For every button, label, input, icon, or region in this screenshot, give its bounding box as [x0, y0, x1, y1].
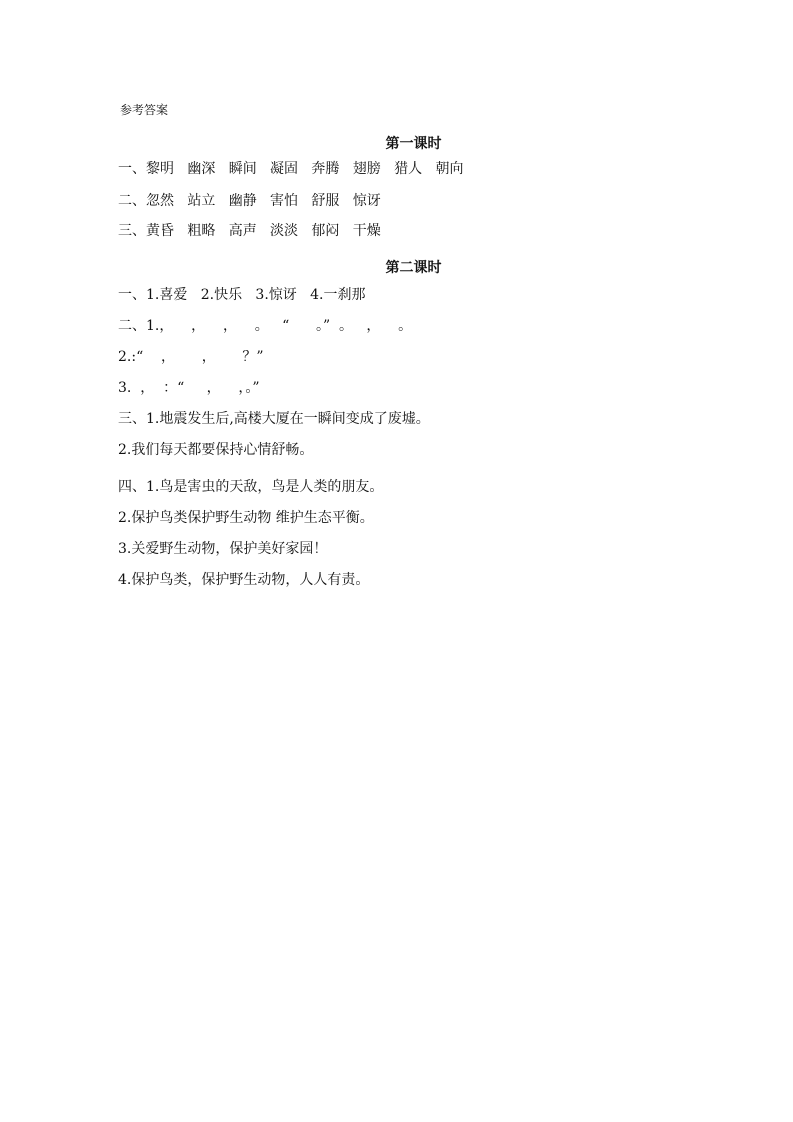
lesson-2-answer-line-2: 二、1.， ， ， 。 “ 。” 。 ， 。: [118, 318, 413, 334]
lesson-1-answer-line-3: 三、黄昏 粗略 高声 淡淡 郁闷 干燥: [118, 223, 381, 239]
lesson-2-answer-line-3: 2.:“ ， ， ？”: [118, 349, 264, 365]
lesson-2-answer-line-5: 三、1.地震发生后,高楼大厦在一瞬间变成了废墟。: [118, 411, 430, 427]
lesson-1-title: 第一课时: [385, 136, 442, 152]
lesson-2-answer-line-7: 四、1.鸟是害虫的天敌，鸟是人类的朋友。: [118, 479, 384, 495]
lesson-1-answer-line-1: 一、黎明 幽深 瞬间 凝固 奔腾 翅膀 猎人 朝向: [118, 161, 464, 177]
lesson-2-answer-line-10: 4.保护鸟类，保护野生动物，人人有责。: [118, 572, 370, 588]
lesson-2-answer-line-4: 3. ， ：“ ， ，。”: [118, 380, 260, 396]
lesson-2-answer-line-6: 2.我们每天都要保持心情舒畅。: [118, 442, 314, 458]
lesson-2-title: 第二课时: [385, 260, 442, 276]
lesson-2-answer-line-9: 3.关爱野生动物，保护美好家园！: [118, 541, 328, 557]
lesson-2-answer-line-1: 一、1.喜爱 2.快乐 3.惊讶 4.一刹那: [118, 287, 366, 303]
lesson-1-answer-line-2: 二、忽然 站立 幽静 害怕 舒服 惊讶: [118, 193, 381, 209]
answer-key-header: 参考答案: [120, 103, 169, 117]
lesson-2-answer-line-8: 2.保护鸟类保护野生动物 维护生态平衡。: [118, 510, 374, 526]
